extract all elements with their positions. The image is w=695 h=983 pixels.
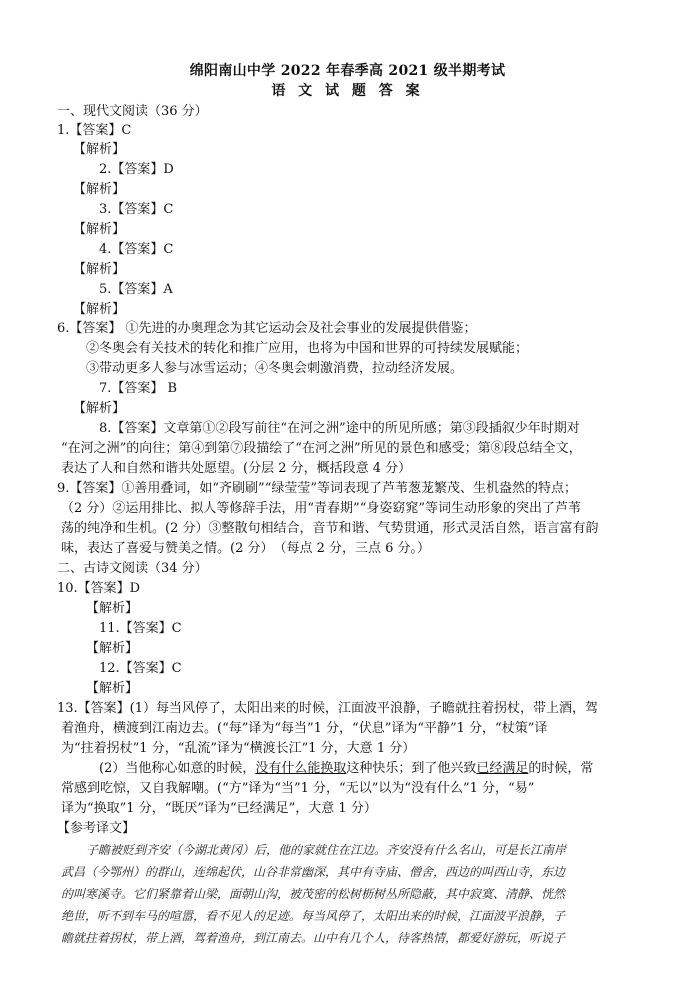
q13-line4-part5: 的时候，常 [528, 761, 594, 776]
q13-answer-line6: 译为“换取”1 分，“既厌”译为“已经满足”，大意 1 分） [61, 801, 377, 816]
q8-answer-line2: “在河之洲”的向往；第④到第⑦段描绘了“在河之洲”所见的景色和感受；第⑧段总结全文， [61, 441, 582, 456]
q8-answer-line1: 8.【答案】文章第①②段写前往“在河之洲”途中的所见所感；第③段插叙少年时期对 [99, 421, 580, 436]
exam-title: 绵阳南山中学 2022 年春季高 2021 级半期考试 [189, 63, 506, 79]
reference-translation-heading: 【参考译文】 [57, 821, 136, 836]
q9-answer-line1: 9.【答案】①善用叠词，如“齐刷刷”“绿莹莹”等词表现了芦苇葱茏繁茂、生机盎然的特点； [57, 481, 577, 496]
q13-answer-line2: 着渔舟，横渡到江南边去。(“每”译为“每当”1 分，“伏息”译为“平静”1 分，“杖策”译 [61, 721, 548, 736]
q13-answer-line1: 13.【答案】(1）每当风停了，太阳出来的时候，江面波平浪静，子瞻就拄着拐杖，带上酒，驾 [57, 701, 599, 716]
exam-subtitle: 语 文 试 题 答 案 [271, 83, 424, 99]
q11-answer: 11.【答案】C [99, 621, 182, 636]
q9-answer-line4: 味，表达了喜爱与赞美之情。(2 分） （每点 2 分，三点 6 分。） [61, 541, 431, 556]
section1-heading: 一、现代文阅读（36 分） [57, 104, 208, 119]
q13-answer-line5: 常感到吃惊，又自我解嘲。(“方”译为“当”1 分，“无以”以为“没有什么”1 分，“易” [61, 781, 535, 796]
q3-answer: 3.【答案】C [99, 202, 174, 217]
q6-answer-line1: 6.【答案】 ①先进的办奥理念为其它运动会及社会事业的发展提供借鉴； [57, 321, 477, 336]
q11-analysis-label: 【解析】 [86, 641, 139, 656]
q5-answer: 5.【答案】A [99, 282, 173, 297]
translation-line4: 绝世，听不到车马的喧嚣，看不见人的足迹。每当风停了，太阳出来的时候，江面波平浪静，子 [61, 909, 566, 923]
q5-analysis-label: 【解析】 [73, 302, 126, 317]
q1-analysis-label: 【解析】 [73, 142, 126, 157]
q7-answer: 7.【答案】 B [99, 381, 178, 396]
q7-analysis-label: 【解析】 [73, 401, 126, 416]
q13-underlined-phrase1: 没有什么能换取 [255, 761, 347, 776]
q13-underlined-phrase2: 已经满足 [476, 761, 529, 776]
section2-heading: 二、古诗文阅读（34 分） [57, 561, 208, 576]
q13-line4-part3: 这种快乐；到了他兴致 [346, 761, 477, 776]
q10-analysis-label: 【解析】 [86, 601, 139, 616]
q4-answer: 4.【答案】C [99, 242, 174, 257]
q4-analysis-label: 【解析】 [73, 262, 126, 277]
q10-answer: 10.【答案】D [57, 581, 141, 596]
q9-answer-line2: （2 分）②运用排比、拟人等修辞手法，用“青春期”“身姿窈窕”等词生动形象的突出了芦苇 [61, 501, 581, 516]
translation-line5: 瞻就拄着拐杖，带上酒，驾着渔舟，到江南去。山中有几个人，待客热情，都爱好游玩，听说子 [61, 931, 566, 945]
translation-line2: 武昌（今鄂州）的群山，连绵起伏，山谷非常幽深，其中有寺庙、僧舍，西边的叫西山寺，东边 [61, 865, 566, 879]
q2-answer: 2.【答案】D [99, 162, 174, 177]
q3-analysis-label: 【解析】 [73, 222, 126, 237]
q9-answer-line3: 荡的纯净和生机。(2 分）③整散句相结合，音节和谐、气势贯通，形式灵活自然，语言富有韵 [61, 521, 599, 536]
q13-answer-line4 [99, 760, 593, 777]
q6-answer-line3: ③带动更多人参与冰雪运动；④冬奥会刺激消费，拉动经济发展。 [86, 361, 464, 376]
q13-answer-line3: 为“拄着拐杖”1 分，“乱流”译为“横渡长江”1 分，大意 1 分） [61, 741, 416, 756]
translation-line3: 的叫寒溪寺。它们紧靠着山梁，面朝山沟，被茂密的松树枥树丛所隐蔽，其中寂寞、清静、恍然 [61, 887, 566, 901]
q6-answer-line2: ②冬奥会有关技术的转化和推广应用，也将为中国和世界的可持续发展赋能； [86, 341, 529, 356]
q1-answer: 1.【答案】C [57, 123, 132, 138]
q12-answer: 12.【答案】C [99, 661, 182, 676]
q12-analysis-label: 【解析】 [86, 681, 139, 696]
q8-answer-line3: 表达了人和自然和谐共处愿望。(分层 2 分，概括段意 4 分） [61, 461, 412, 476]
q13-line4-part1: (2）当他称心如意的时候， [99, 761, 256, 776]
q2-analysis-label: 【解析】 [73, 182, 126, 197]
translation-line1: 子瞻被贬到齐安（今湖北黄冈）后，他的家就住在江边。齐安没有什么名山，可是长江南岸 [86, 843, 567, 857]
